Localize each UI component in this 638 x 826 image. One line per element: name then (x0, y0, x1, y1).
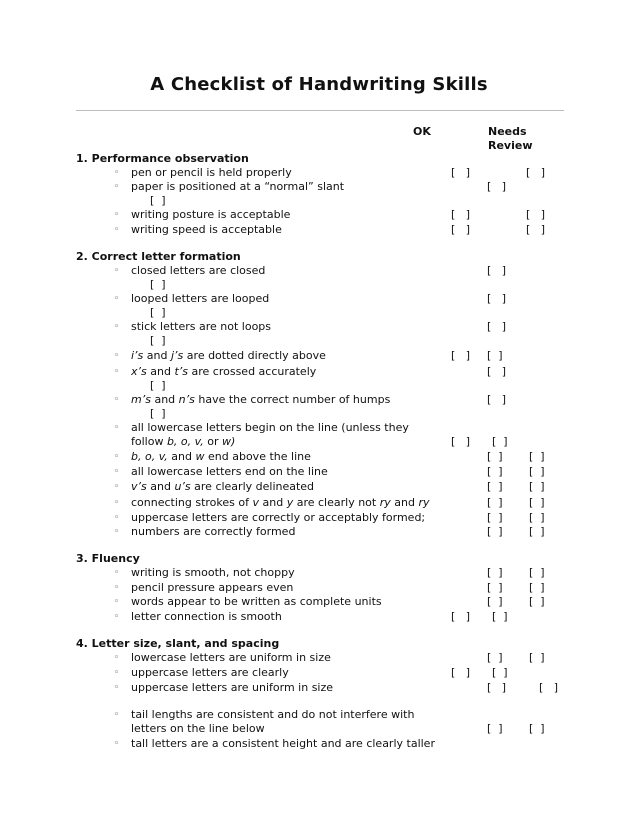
needs-review-checkbox[interactable]: [ ] (150, 334, 166, 347)
bullet-icon: ◦ (114, 527, 120, 537)
ok-checkbox[interactable]: [ ] (487, 292, 507, 305)
needs-review-checkbox[interactable]: [ ] (150, 194, 166, 207)
bullet-icon: ◦ (114, 710, 120, 720)
bullet-icon: ◦ (114, 266, 120, 276)
bullet-icon: ◦ (114, 182, 120, 192)
needs-review-checkbox[interactable]: [ ] (150, 407, 166, 420)
bullet-icon: ◦ (114, 653, 120, 663)
item-text: paper is positioned at a “normal” slant (131, 180, 345, 193)
ok-checkbox[interactable]: [ ] (487, 465, 503, 478)
item-text: uppercase letters are correctly or acceptably formed; (131, 511, 426, 524)
needs-review-checkbox[interactable]: [ ] (492, 666, 508, 679)
item-text: pencil pressure appears even (131, 581, 294, 594)
bullet-icon: ◦ (114, 294, 120, 304)
ok-checkbox[interactable]: [ ] (487, 393, 507, 406)
ok-checkbox[interactable]: [ ] (487, 496, 503, 509)
ok-checkbox[interactable]: [ ] (487, 681, 507, 694)
item-text: uppercase letters are uniform in size (131, 681, 334, 694)
needs-review-checkbox[interactable]: [ ] (487, 349, 503, 362)
item-text: closed letters are closed (131, 264, 266, 277)
section-heading: 1. Performance observation (76, 152, 249, 165)
bullet-icon: ◦ (114, 367, 120, 377)
item-text: words appear to be written as complete units (131, 595, 382, 608)
item-text: pen or pencil is held properly (131, 166, 292, 179)
bullet-icon: ◦ (114, 683, 120, 693)
ok-checkbox[interactable]: [ ] (487, 525, 503, 538)
needs-review-checkbox[interactable]: [ ] (150, 306, 166, 319)
ok-checkbox[interactable]: [ ] (487, 651, 503, 664)
bullet-icon: ◦ (114, 513, 120, 523)
bullet-icon: ◦ (114, 225, 120, 235)
bullet-icon: ◦ (114, 583, 120, 593)
needs-review-checkbox[interactable]: [ ] (529, 496, 545, 509)
bullet-icon: ◦ (114, 351, 120, 361)
bullet-icon: ◦ (114, 322, 120, 332)
needs-review-checkbox[interactable]: [ ] (529, 651, 545, 664)
item-text: b, o, v, and w end above the line (131, 450, 311, 463)
item-text: x’s and t’s are crossed accurately (131, 365, 317, 378)
ok-checkbox[interactable]: [ ] (487, 722, 503, 735)
item-text: writing is smooth, not choppy (131, 566, 295, 579)
ok-checkbox[interactable]: [ ] (487, 450, 503, 463)
ok-checkbox[interactable]: [ ] (487, 365, 507, 378)
ok-checkbox[interactable]: [ ] (451, 666, 471, 679)
needs-review-checkbox[interactable]: [ ] (529, 465, 545, 478)
bullet-icon: ◦ (114, 395, 120, 405)
item-text: follow b, o, v, or w) (131, 435, 236, 448)
bullet-icon: ◦ (114, 210, 120, 220)
item-text: uppercase letters are clearly (131, 666, 289, 679)
item-text: all lowercase letters begin on the line (unless they (131, 421, 409, 434)
needs-review-checkbox[interactable]: [ ] (539, 681, 559, 694)
item-text: letter connection is smooth (131, 610, 282, 623)
bullet-icon: ◦ (114, 452, 120, 462)
page-title: A Checklist of Handwriting Skills (150, 74, 488, 95)
needs-review-checkbox[interactable]: [ ] (529, 566, 545, 579)
ok-checkbox[interactable]: [ ] (487, 595, 503, 608)
needs-review-checkbox[interactable]: [ ] (529, 581, 545, 594)
ok-checkbox[interactable]: [ ] (451, 223, 471, 236)
needs-review-checkbox[interactable]: [ ] (526, 166, 546, 179)
ok-checkbox[interactable]: [ ] (487, 320, 507, 333)
bullet-icon: ◦ (114, 423, 120, 433)
bullet-icon: ◦ (114, 498, 120, 508)
ok-checkbox[interactable]: [ ] (487, 180, 507, 193)
needs-review-checkbox[interactable]: [ ] (529, 525, 545, 538)
ok-checkbox[interactable]: [ ] (487, 511, 503, 524)
needs-review-checkbox[interactable]: [ ] (529, 450, 545, 463)
ok-checkbox[interactable]: [ ] (451, 208, 471, 221)
bullet-icon: ◦ (114, 482, 120, 492)
ok-checkbox[interactable]: [ ] (451, 166, 471, 179)
item-text: i’s and j’s are dotted directly above (131, 349, 326, 362)
needs-review-checkbox[interactable]: [ ] (529, 480, 545, 493)
needs-review-checkbox[interactable]: [ ] (526, 223, 546, 236)
column-review: Review (488, 139, 533, 152)
needs-review-checkbox[interactable]: [ ] (150, 379, 166, 392)
section-heading: 2. Correct letter formation (76, 250, 241, 263)
item-text: connecting strokes of v and y are clearly not ry and ry (131, 496, 430, 509)
item-text: lowercase letters are uniform in size (131, 651, 331, 664)
needs-review-checkbox[interactable]: [ ] (526, 208, 546, 221)
item-text: m’s and n’s have the correct number of humps (131, 393, 391, 406)
needs-review-checkbox[interactable]: [ ] (492, 610, 508, 623)
section-heading: 4. Letter size, slant, and spacing (76, 637, 280, 650)
ok-checkbox[interactable]: [ ] (451, 435, 471, 448)
bullet-icon: ◦ (114, 168, 120, 178)
item-text: writing speed is acceptable (131, 223, 282, 236)
bullet-icon: ◦ (114, 668, 120, 678)
ok-checkbox[interactable]: [ ] (487, 566, 503, 579)
bullet-icon: ◦ (114, 612, 120, 622)
ok-checkbox[interactable]: [ ] (451, 349, 471, 362)
ok-checkbox[interactable]: [ ] (487, 581, 503, 594)
item-text: looped letters are looped (131, 292, 270, 305)
item-text: numbers are correctly formed (131, 525, 296, 538)
bullet-icon: ◦ (114, 739, 120, 749)
section-heading: 3. Fluency (76, 552, 140, 565)
item-text: all lowercase letters end on the line (131, 465, 328, 478)
column-needs: Needs (488, 125, 527, 138)
item-text: writing posture is acceptable (131, 208, 291, 221)
needs-review-checkbox[interactable]: [ ] (150, 278, 166, 291)
bullet-icon: ◦ (114, 467, 120, 477)
needs-review-checkbox[interactable]: [ ] (529, 511, 545, 524)
item-text: v’s and u’s are clearly delineated (131, 480, 315, 493)
needs-review-checkbox[interactable]: [ ] (529, 595, 545, 608)
title-divider (76, 110, 564, 111)
bullet-icon: ◦ (114, 597, 120, 607)
needs-review-checkbox[interactable]: [ ] (529, 722, 545, 735)
bullet-icon: ◦ (114, 568, 120, 578)
item-text: tail lengths are consistent and do not interfere with (131, 708, 415, 721)
needs-review-checkbox[interactable]: [ ] (492, 435, 508, 448)
column-ok: OK (413, 125, 431, 138)
item-text: tall letters are a consistent height and are clearly taller (131, 737, 435, 750)
item-text: letters on the line below (131, 722, 265, 735)
item-text: stick letters are not loops (131, 320, 272, 333)
ok-checkbox[interactable]: [ ] (451, 610, 471, 623)
ok-checkbox[interactable]: [ ] (487, 264, 507, 277)
ok-checkbox[interactable]: [ ] (487, 480, 503, 493)
